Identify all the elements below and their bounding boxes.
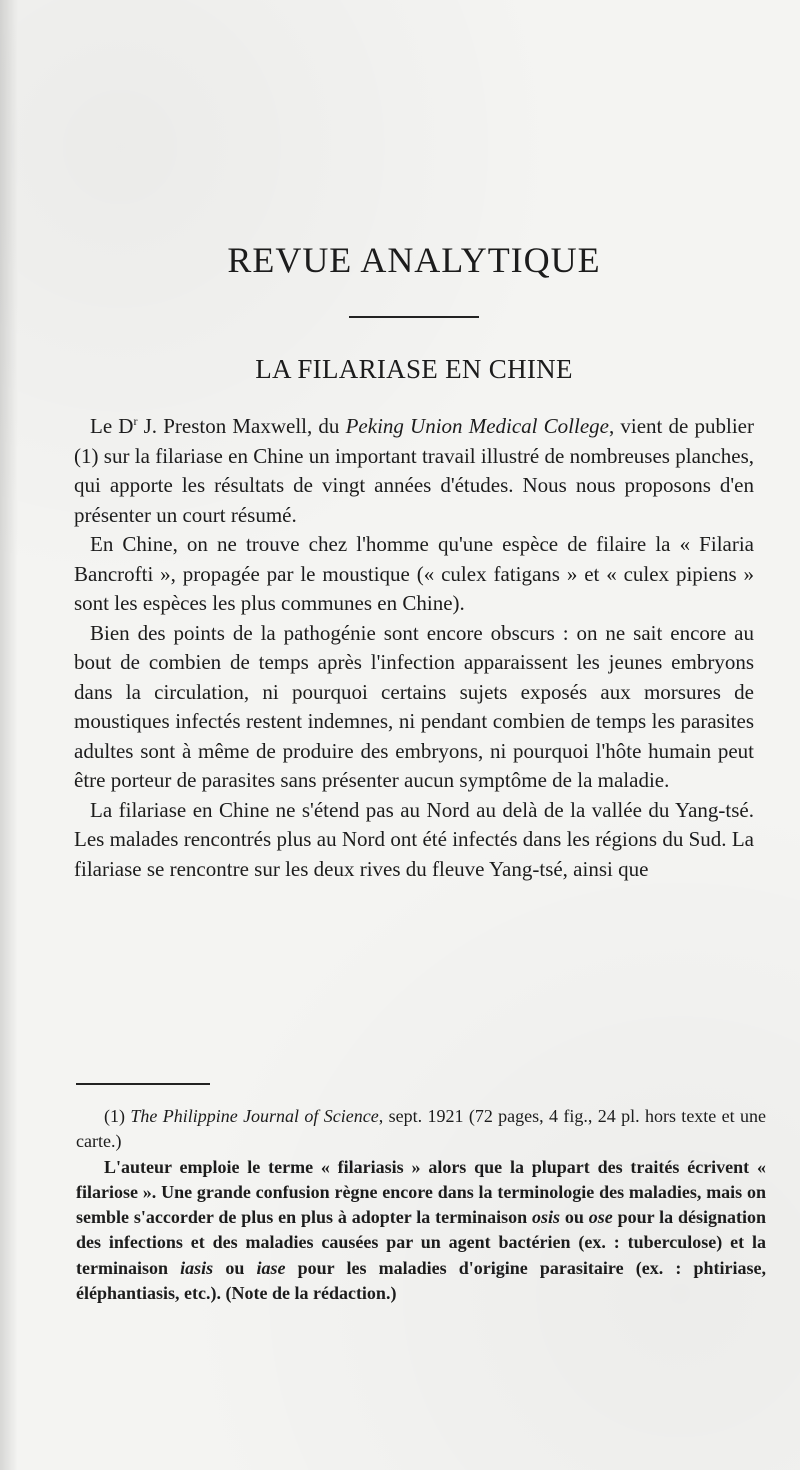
institution-name: Peking Union Medical College [345,414,609,438]
footnote-2-text-b: ou [559,1207,589,1228]
footnote-1-text-a: (1) [104,1106,131,1126]
page-heading: REVUE ANALYTIQUE [227,240,601,280]
suffix-iasis: iasis [180,1257,214,1278]
paragraph-4: La filariase en Chine ne s'étend pas au Nord au delà de la vallée du Yang-tsé. Les malades rencontrés plus au Nord ont été infectés dans les régions du Sud. La filariase se rencontre sur les deux rives du fleuve Yang-tsé, ainsi que [74,797,754,881]
footnotes [76,1104,766,1306]
footnote-2-text-d: ou [213,1257,257,1278]
journal-title: The Philippine Journal of Science [130,1106,379,1126]
footnote-2-text-e: pour les maladies d'origine parasitaire (ex. : phtiriase, éléphantiasis, etc.). (Note de la rédaction.) [76,1257,766,1304]
paragraph-2: En Chine, on ne trouve chez l'homme qu'une espèce de filaire la « Filaria Bancrofti », propagée par le moustique (« culex fatigans » et « culex pipiens » sont les espèces les plus communes en Chine). [74,532,754,615]
footnote-2-text-a: L'auteur emploie le terme « filariasis » alors que la plupart des traités écrivent « filariose ». Une grande confusion règne encore dans la terminologie des maladies, mais on semble s'accorder de plus en plus à adopter la terminaison [76,1156,766,1228]
footnote-2-text-c: pour la désignation des infections et des maladies causées par un agent bactérien (ex. : tuberculose) et la terminaison [76,1207,766,1278]
page-edge-shadow [0,0,18,1470]
suffix-ose: ose [588,1207,613,1228]
paragraph-1-text-c: , vient de publier (1) sur la filariase en Chine un important travail illustré de nombreuses planches, qui apporte les résultats de vingt années d'études. Nous nous proposons d'en présenter un court résumé. [74,414,754,527]
article-body [74,236,754,884]
footnote-2 [76,1155,766,1307]
paragraph-1-text-a: Le D [90,414,134,438]
paragraph-3: Bien des points de la pathogénie sont encore obscurs : on ne sait encore au bout de combien de temps après l'infection apparaissent les jeunes embryons dans la circulation, ni pourquoi certains sujets exposés aux morsures de moustiques infectés restent indemnes, ni pendant combien de temps les parasites adultes sont à même de produire des embryons, ni pourquoi l'hôte humain peut être porteur de parasites sans présenter aucun symptôme de la maladie. [74,620,754,792]
section-title: LA FILARIASE EN CHINE [255,354,573,384]
paragraph-1-superscript: r [133,414,138,428]
footnote-1-text-b: , sept. 1921 (72 pages, 4 fig., 24 pl. hors texte et une carte.) [76,1106,766,1152]
suffix-osis: osis [531,1207,560,1228]
footnote-divider [76,1083,210,1085]
suffix-iase: iase [256,1257,286,1278]
heading-divider [349,316,479,318]
paragraph-1 [74,412,754,530]
paragraph-1-text-b: J. Preston Maxwell, du [137,414,346,438]
footnote-1 [76,1104,766,1155]
